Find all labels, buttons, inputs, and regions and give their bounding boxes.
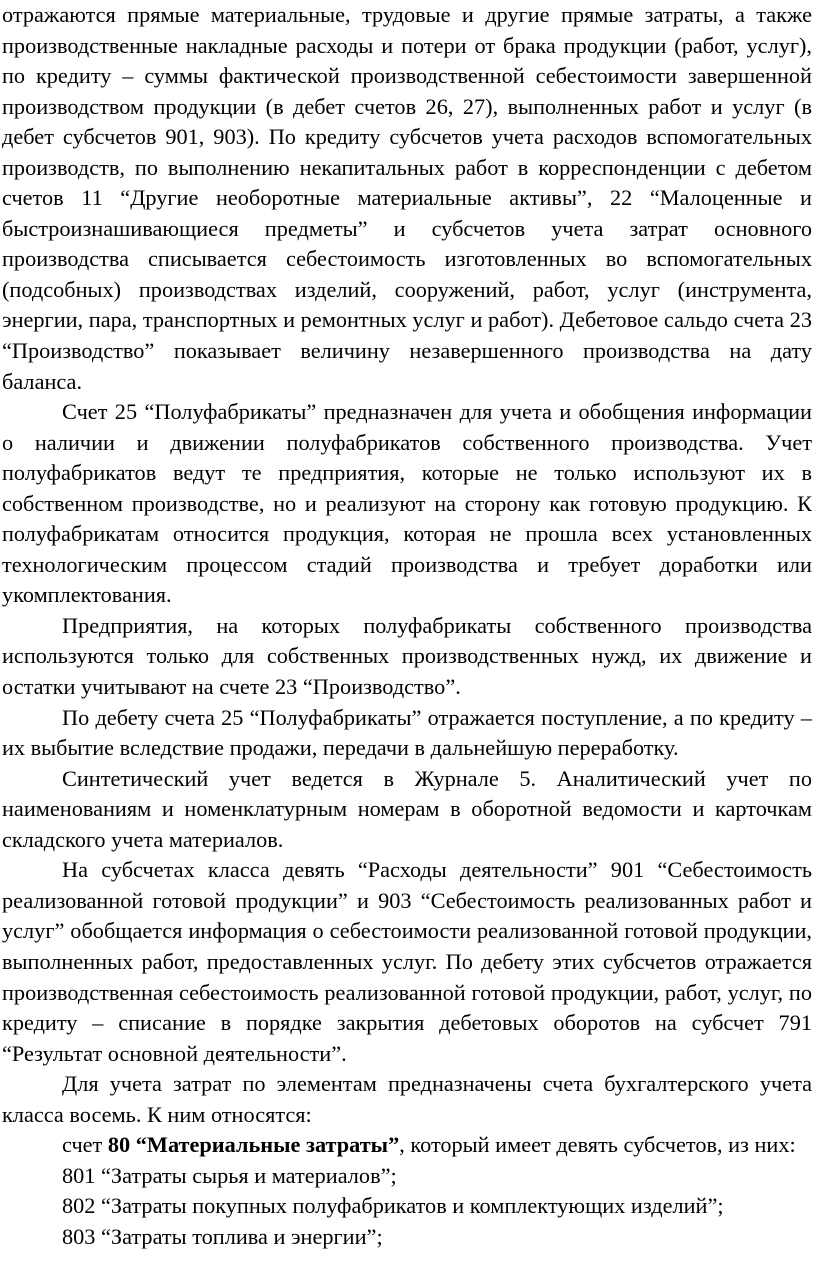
paragraph-class-eight: Для учета затрат по элементам предназначены счета бухгалтерского учета класса восемь. К ним относятся: <box>2 1071 812 1127</box>
account-80-suffix: , который имеет девять субсчетов, из них: <box>399 1132 796 1158</box>
subaccount-801: 801 “Затраты сырья и материалов”; <box>62 1162 397 1188</box>
paragraph-own-needs: Предприятия, на которых полуфабрикаты собственного производства используются только для собственных производственных нужд, их движение и остатки учитывают на счете 23 “Производство”. <box>2 612 812 700</box>
paragraph-semifinished-account: Счет 25 “Полуфабрикаты” предназначен для учета и обобщения информации о наличии и движении полуфабрикатов собственного производства. Учет полуфабрикатов ведут те предприятия, которые не только используют их в собственном производстве, но и реализуют на сторону как готовую продукцию. К полуфабрикатам относится продукция, которая не прошла всех установленных технологическим процессом стадий производства и требует доработки или укомплектования. <box>2 399 812 608</box>
account-80-title: 80 “Материальные затраты” <box>107 1132 400 1158</box>
paragraph-account-80 <box>2 1130 812 1161</box>
paragraph-class-nine: На субсчетах класса девять “Расходы деятельности” 901 “Себестоимость реализованной готовой продукции” и 903 “Себестоимость реализованных работ и услуг” обобщается информация о себестоимости реализованной готовой продукции, выполненных работ, предоставленных услуг. По дебету этих субсчетов отражается производственная себестоимость реализованной готовой продукции, работ, услуг, по кредиту – списание в порядке закрытия дебетовых оборотов на субсчет 791 “Результат основной деятельности”. <box>2 857 812 1066</box>
paragraph-debit-credit: По дебету счета 25 “Полуфабрикаты” отражается поступление, а по кредиту – их выбытие вследствие продажи, передачи в дальнейшую переработку. <box>2 704 812 761</box>
subaccount-802: 802 “Затраты покупных полуфабрикатов и комплектующих изделий”; <box>62 1193 724 1219</box>
paragraph-synthetic-accounting: Синтетический учет ведется в Журнале 5. Аналитический учет по наименованиям и номенклатурным номерам в оборотной ведомости и карточкам складского учета материалов. <box>2 765 812 852</box>
paragraph-production-account: отражаются прямые материальные, трудовые и другие прямые затраты, а также производственные накладные расходы и потери от брака продукции (работ, услуг), по кредиту – суммы фактической производственной себестоимости завершенной производством продукции (в дебет счетов 26, 27), выполненных работ и услуг (в дебет субсчетов 901, 903). По кредиту субсчетов учета расходов вспомогательных производств, по выполнению некапитальных работ в корреспонденции с дебетом счетов 11 “Другие необоротные материальные активы”, 22 “Малоценные и быстроизнашивающиеся предметы” и субсчетов учета затрат основного производства списывается себестоимость изготовленных во вспомогательных (подсобных) производствах изделий, сооружений, работ, услуг (инструмента, энергии, пара, транспортных и ремонтных услуг и работ). Дебетовое сальдо счета 23 “Производство” показывает величину незавершенного производства на дату баланса. <box>2 2 812 394</box>
account-80-prefix: счет <box>62 1132 108 1158</box>
subaccount-803: 803 “Затраты топлива и энергии”; <box>62 1223 383 1249</box>
